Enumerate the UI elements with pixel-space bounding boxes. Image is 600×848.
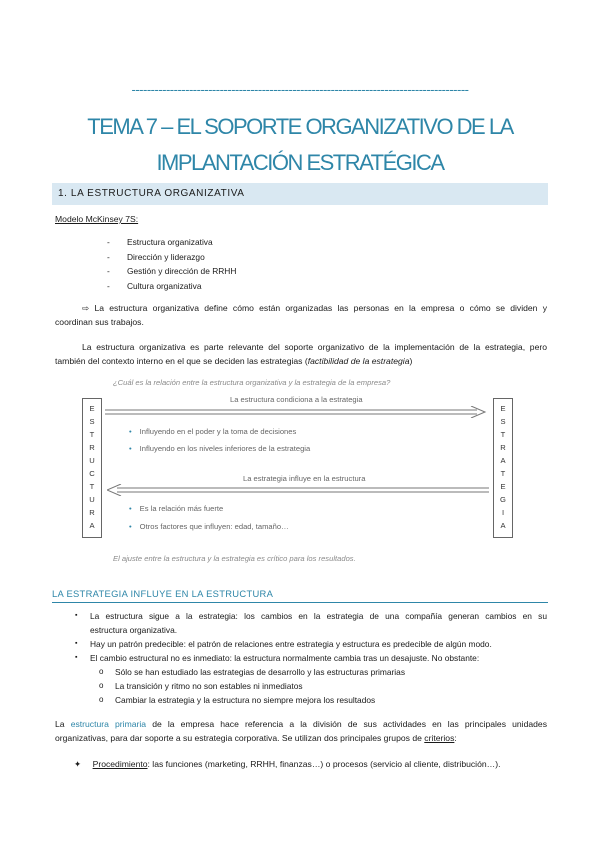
arrow-left-icon	[107, 484, 491, 496]
diagram-item: • Influyendo en los niveles inferiores de la estrategia	[129, 444, 311, 453]
diagram-item: • Es la relación más fuerte	[129, 504, 224, 513]
list-item: - Gestión y dirección de RRHH	[107, 266, 237, 276]
diagram-footnote: El ajuste entre la estructura y la estrategia es crítico para los resultados.	[113, 554, 356, 563]
list-item: ▪ Hay un patrón predecible: el patrón de relaciones entre estrategia y estructura es predecible de algún modo.	[75, 639, 492, 649]
structure-strategy-diagram	[55, 378, 545, 568]
list-subitem: o Sólo se han estudiado las estrategias de desarrollo y las estructuras primarias	[99, 667, 406, 677]
page-title-line2: IMPLANTACIÓN ESTRATÉGICA	[156, 150, 444, 175]
section2-bullet-list	[75, 609, 547, 707]
diagram-question: ¿Cuál es la relación entre la estructura organizativa y la estrategia de la empresa?	[113, 378, 391, 387]
diagram-item: • Otros factores que influyen: edad, tamaño…	[129, 522, 289, 531]
list-item: ▪ La estructura sigue a la estrategia: los cambios en la estrategia de una compañía generan cambios en su estructura organizativa.	[75, 611, 547, 635]
arrow2-label: La estrategia influye en la estructura	[243, 474, 366, 483]
diagram-item: • Influyendo en el poder y la toma de decisiones	[129, 427, 297, 436]
strategy-vertical-box: E S T R A T E G I A	[493, 398, 513, 538]
primary-structure-term: estructura primaria	[70, 719, 147, 729]
procedure-item: ✦ Procedimiento: las funciones (marketing, RRHH, finanzas…) o procesos (servicio al cliente, distribución…).	[74, 759, 501, 769]
arrow1-label: La estructura condiciona a la estrategia	[230, 395, 363, 404]
list-item: - Cultura organizativa	[107, 280, 202, 291]
section1-heading: 1. LA ESTRUCTURA ORGANIZATIVA	[52, 183, 548, 205]
list-subitem: o Cambiar la estrategia y la estructura no siempre mejora los resultados	[99, 695, 376, 705]
star-bullet-icon: ✦	[74, 759, 82, 769]
page-title-line1: TEMA 7 – EL SOPORTE ORGANIZATIVO DE LA	[87, 114, 513, 139]
model-label: Modelo McKinsey 7S:	[55, 214, 139, 224]
list-item: ▪ El cambio estructural no es inmediato: la estructura normalmente cambia tras un desajuste. No obstante:	[75, 653, 480, 663]
list-item: - Dirección y liderazgo	[107, 251, 205, 262]
title-dashes: ----------------------------------------------------------------------------------------	[131, 82, 469, 94]
model-list	[107, 235, 236, 293]
square-bullet-icon: ▪	[75, 612, 78, 619]
section2-heading: LA ESTRATEGIA INFLUYE EN LA ESTRUCTURA	[52, 588, 548, 603]
paragraph-structure-definition: ⇨ La estructura organizativa define cómo están organizadas las personas en la empresa o cómo se dividen y coordinan sus trabajos.	[55, 303, 547, 327]
list-item: - Estructura organizativa	[107, 237, 213, 247]
arrow-right-icon	[105, 406, 489, 418]
arrow-icon: ⇨	[82, 303, 90, 313]
structure-vertical-box: E S T R U C T U R A	[82, 398, 102, 538]
paragraph-primary-structure: La estructura primaria de la empresa hace referencia a la división de sus actividades en las principales unidades organizativas, para dar soporte a su estrategia corporativa. Se utilizan dos principales grupos de criterios:	[55, 719, 547, 743]
list-subitem: o La transición y ritmo no son estables ni inmediatos	[99, 681, 303, 691]
square-bullet-icon: ▪	[75, 654, 78, 661]
paragraph-structure-relevance: La estructura organizativa es parte relevante del soporte organizativo de la implementación de la estrategia, pero también del contexto interno en el que se deciden las estrategias (factibilidad de la estrategia)	[55, 342, 547, 366]
square-bullet-icon: ▪	[75, 640, 78, 647]
